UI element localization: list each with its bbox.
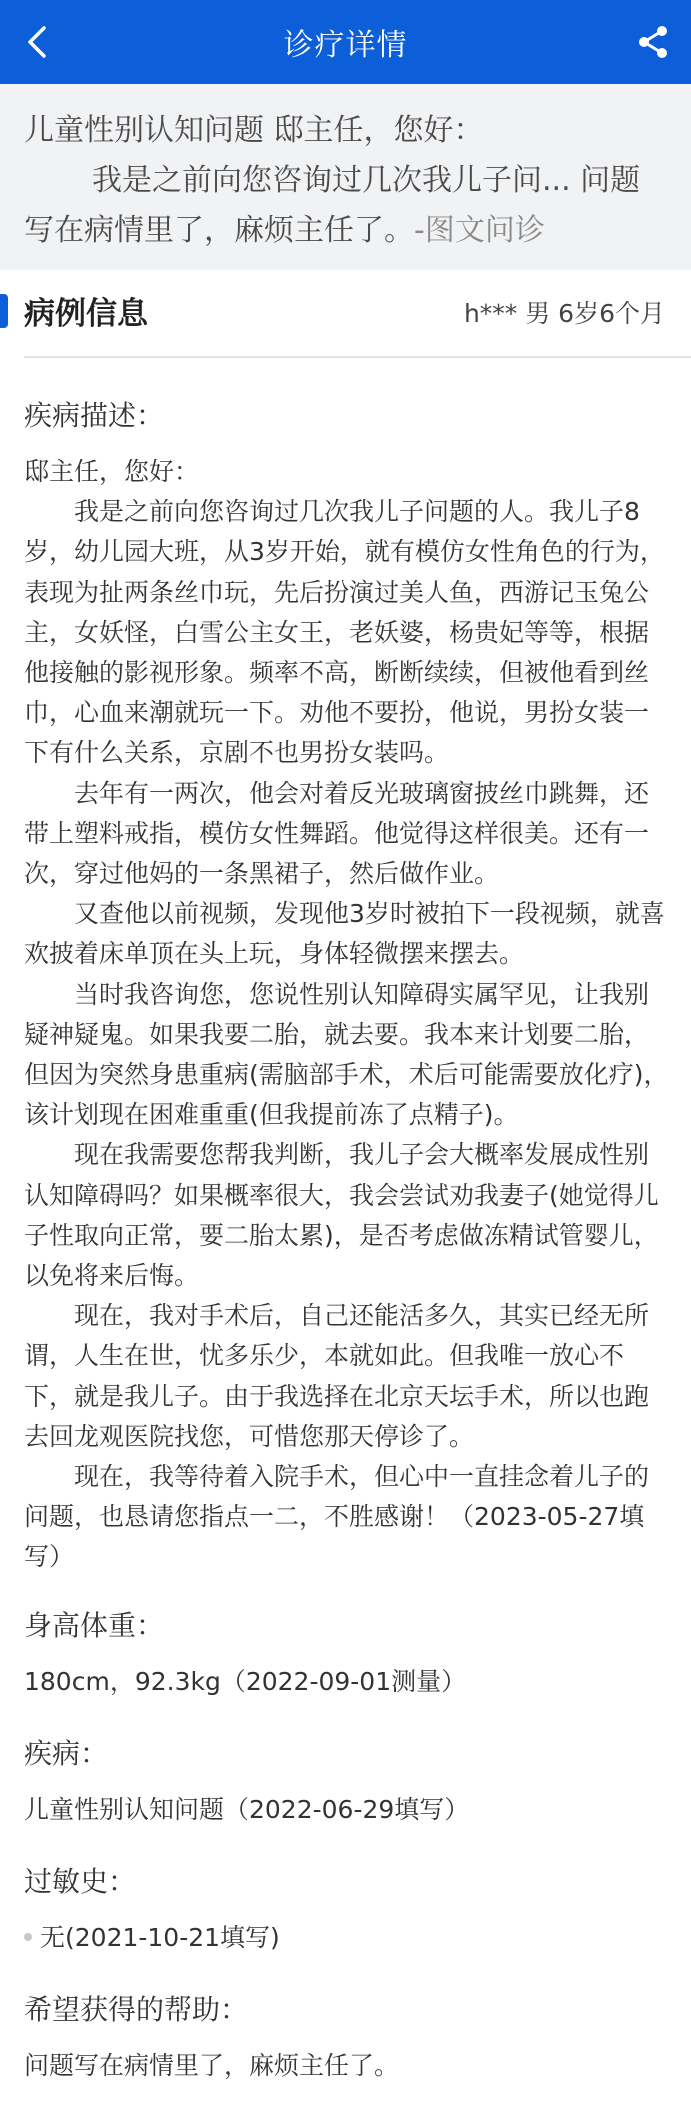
disease-description-text xyxy=(24,452,670,1578)
description-paragraph: 现在，我等待着入院手术，但心中一直挂念着儿子的问题，也恳请您指点一二，不胜感谢！（2023-05-27填写） xyxy=(24,1462,650,1572)
height-weight-label: 身高体重： xyxy=(24,1608,165,1642)
allergy-label: 过敏史： xyxy=(24,1864,137,1898)
case-info-title: 病例信息 xyxy=(24,296,148,332)
consultation-summary xyxy=(0,84,691,264)
summary-title: 儿童性别认知问题 邸主任，您好： xyxy=(24,113,484,148)
summary-body: 我是之前向您咨询过几次我儿子问... 问题写在病情里了，麻烦主任了。 xyxy=(24,163,641,248)
height-weight-value: 180cm，92.3kg（2022-09-01测量） xyxy=(24,1666,467,1696)
share-button[interactable] xyxy=(633,22,673,62)
description-paragraph: 现在我需要您帮我判断，我儿子会大概率发展成性别认知障碍吗？如果概率很大，我会尝试劝我妻子(她觉得儿子性取向正常，要二胎太累)，是否考虑做冻精试管婴儿，以免将来后悔。 xyxy=(24,1140,659,1291)
description-paragraph: 当时我咨询您，您说性别认知障碍实属罕见，让我别疑神疑鬼。如果我要二胎，就去要。我本来计划要二胎，但因为突然身患重病(需脑部手术，术后可能需要放化疗)，该计划现在困难重重(但我提前冻了点精子)。 xyxy=(24,979,669,1130)
bullet-dot-icon xyxy=(24,1933,32,1941)
description-paragraph: 现在，我对手术后，自己还能活多久，其实已经无所谓，人生在世，忧多乐少，本就如此。但我唯一放心不下，就是我儿子。由于我选择在北京天坛手术，所以也跑去回龙观医院找您，可惜您那天停诊了。 xyxy=(24,1301,650,1451)
top-navigation-bar xyxy=(0,0,691,84)
chevron-left-icon xyxy=(18,22,58,62)
description-paragraph: 我是之前向您咨询过几次我儿子问题的人。我儿子8岁，幼儿园大班，从3岁开始，就有模仿女性角色的行为，表现为扯两条丝巾玩，先后扮演过美人鱼，西游记玉兔公主，女妖怪，白雪公主女王，老妖婆，杨贵妃等等，根据他接触的影视形象。频率不高，断断续续，但被他看到丝巾，心血来潮就玩一下。劝他不要扮，他说，男扮女装一下有什么关系，京剧不也男扮女装吗。 xyxy=(24,497,665,768)
share-icon xyxy=(633,22,673,62)
page-title: 诊疗详情 xyxy=(283,28,408,63)
disease-value: 儿童性别认知问题（2022-06-29填写） xyxy=(24,1794,470,1824)
case-content xyxy=(24,378,670,2116)
summary-text xyxy=(24,106,664,256)
back-button[interactable] xyxy=(18,22,58,62)
section-accent-bar xyxy=(0,294,8,328)
patient-info: h*** 男 6岁6个月 xyxy=(463,299,665,328)
case-info-header xyxy=(0,270,691,356)
divider xyxy=(24,356,691,358)
allergy-item xyxy=(24,1918,670,1958)
disease-description-label: 疾病描述： xyxy=(24,399,165,432)
description-paragraph: 又查他以前视频，发现他3岁时被拍下一段视频，就喜欢披着床单顶在头上玩，身体轻微摆来摆去。 xyxy=(24,899,665,969)
consultation-type-tag: -图文问诊 xyxy=(414,213,545,248)
help-wanted-value: 问题写在病情里了，麻烦主任了。 xyxy=(24,2050,400,2080)
disease-label: 疾病： xyxy=(24,1736,109,1770)
allergy-value: 无(2021-10-21填写) xyxy=(40,1922,280,1952)
greeting-line: 邸主任，您好： xyxy=(24,457,200,486)
description-paragraph: 去年有一两次，他会对着反光玻璃窗披丝巾跳舞，还带上塑料戒指，模仿女性舞蹈。他觉得这样很美。还有一次，穿过他妈的一条黑裙子，然后做作业。 xyxy=(24,778,650,889)
help-wanted-label: 希望获得的帮助： xyxy=(24,1992,249,2026)
